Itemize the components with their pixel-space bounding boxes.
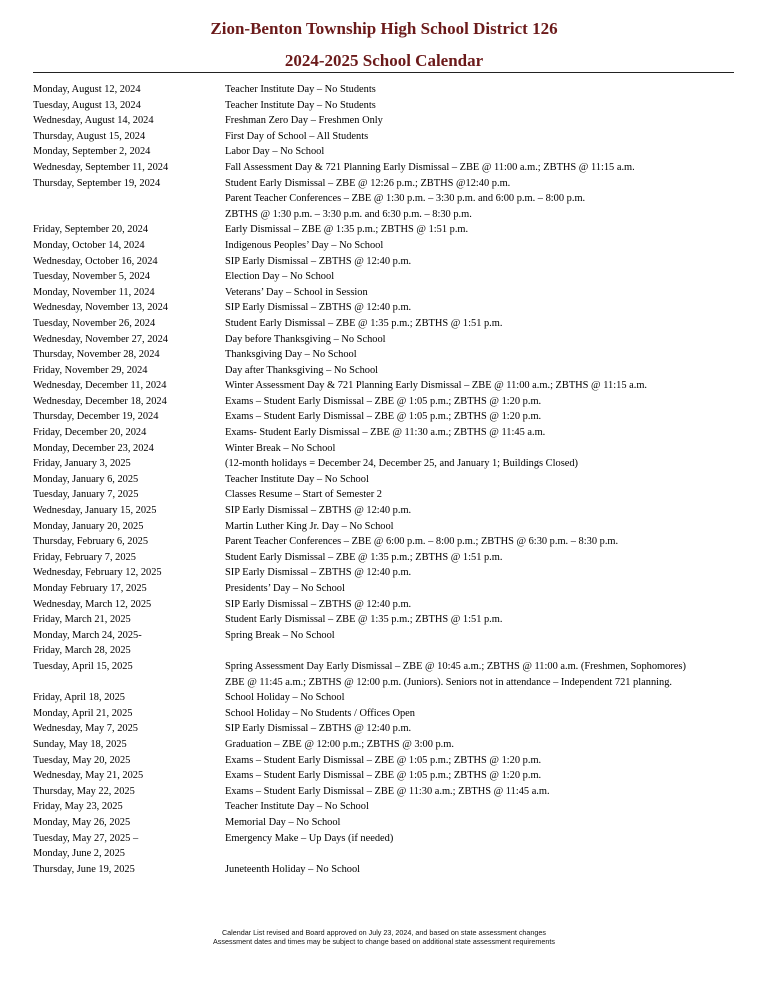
calendar-row <box>0 409 768 425</box>
calendar-row <box>0 425 768 441</box>
event-description: Exams – Student Early Dismissal – ZBE @ 11:30 a.m.; ZBTHS @ 11:45 a.m. <box>225 785 550 797</box>
document-title: Zion-Benton Township High School District 126 <box>210 19 558 38</box>
event-description: SIP Early Dismissal – ZBTHS @ 12:40 p.m. <box>225 567 412 579</box>
calendar-row <box>0 285 768 301</box>
event-description: SIP Early Dismissal – ZBTHS @ 12:40 p.m. <box>225 255 412 267</box>
event-description: Election Day – No School <box>225 271 335 283</box>
event-description: Emergency Make – Up Days (if needed) <box>225 832 394 844</box>
calendar-row <box>0 144 768 160</box>
event-description: SIP Early Dismissal – ZBTHS @ 12:40 p.m. <box>225 505 412 517</box>
event-description: Labor Day – No School <box>225 146 325 158</box>
footer-note-revision: Calendar List revised and Board approved on July 23, 2024, and based on state assessment changes <box>221 928 547 937</box>
event-date: Wednesday, March 12, 2025 <box>33 598 152 610</box>
event-description: Teacher Institute Day – No Students <box>225 99 376 111</box>
event-date: Monday, November 11, 2024 <box>33 286 155 298</box>
event-date: Wednesday, December 18, 2024 <box>33 395 167 407</box>
event-description: Graduation – ZBE @ 12:00 p.m.; ZBTHS @ 3:00 p.m. <box>225 738 454 750</box>
event-date: Thursday, February 6, 2025 <box>33 536 149 548</box>
event-date: Tuesday, August 13, 2024 <box>33 99 141 111</box>
event-description: Presidents’ Day – No School <box>225 583 345 594</box>
event-description: SIP Early Dismissal – ZBTHS @ 12:40 p.m. <box>225 723 412 735</box>
event-description: Student Early Dismissal – ZBE @ 12:26 p.m.; ZBTHS @12:40 p.m. <box>225 177 511 189</box>
event-date: Friday, January 3, 2025 <box>33 458 131 470</box>
event-date: Friday, February 7, 2025 <box>33 551 136 563</box>
event-description: SIP Early Dismissal – ZBTHS @ 12:40 p.m. <box>225 302 412 314</box>
event-date: Monday, June 2, 2025 <box>33 848 125 860</box>
event-date: Friday, November 29, 2024 <box>33 364 148 376</box>
event-description: Exams – Student Early Dismissal – ZBE @ 1:05 p.m.; ZBTHS @ 1:20 p.m. <box>225 411 542 423</box>
event-date: Monday, May 26, 2025 <box>33 816 131 828</box>
event-description: Parent Teacher Conferences – ZBE @ 1:30 p.m. – 3:30 p.m. and 6:00 p.m. – 8:00 p.m. <box>225 193 586 205</box>
event-date: Thursday, August 15, 2024 <box>33 130 146 142</box>
calendar-row <box>0 347 768 363</box>
calendar-row <box>0 456 768 472</box>
event-date: Wednesday, February 12, 2025 <box>33 567 162 579</box>
event-date: Thursday, June 19, 2025 <box>33 863 135 875</box>
calendar-row <box>0 487 768 503</box>
event-description: First Day of School – All Students <box>225 130 369 142</box>
event-date: Sunday, May 18, 2025 <box>33 738 127 750</box>
calendar-row <box>0 176 768 192</box>
event-description: Student Early Dismissal – ZBE @ 1:35 p.m.; ZBTHS @ 1:51 p.m. <box>225 614 503 626</box>
footer-note-disclaimer: Assessment dates and times may be subject to change based on additional state assessment requirements <box>213 937 555 946</box>
calendar-row <box>0 191 768 207</box>
event-description: Day before Thanksgiving – No School <box>225 333 386 345</box>
event-description: (12-month holidays = December 24, December 25, and January 1; Buildings Closed) <box>225 458 579 470</box>
calendar-row <box>0 581 768 597</box>
event-date: Wednesday, May 21, 2025 <box>33 770 144 782</box>
calendar-row <box>0 254 768 270</box>
calendar-row <box>0 534 768 550</box>
calendar-row <box>0 207 768 223</box>
event-date: Friday, March 21, 2025 <box>33 614 131 626</box>
event-description: Thanksgiving Day – No School <box>225 349 357 361</box>
calendar-row <box>0 753 768 769</box>
event-date: Tuesday, April 15, 2025 <box>33 660 133 672</box>
calendar-row <box>0 831 768 847</box>
calendar-row <box>0 862 768 878</box>
event-date: Monday, January 20, 2025 <box>33 520 144 532</box>
event-description: Winter Assessment Day & 721 Planning Early Dismissal – ZBE @ 11:00 a.m.; ZBTHS @ 11:15 a.m. <box>225 380 647 392</box>
calendar-row <box>0 643 768 659</box>
calendar-row <box>0 565 768 581</box>
event-description: Classes Resume – Start of Semester 2 <box>225 489 382 501</box>
calendar-row <box>0 784 768 800</box>
event-date: Monday, March 24, 2025- <box>33 629 142 641</box>
calendar-list <box>0 82 768 877</box>
event-date: Wednesday, May 7, 2025 <box>33 723 138 735</box>
event-date: Wednesday, January 15, 2025 <box>33 505 157 517</box>
calendar-row <box>0 721 768 737</box>
event-date: Monday February 17, 2025 <box>33 583 147 594</box>
event-date: Wednesday, September 11, 2024 <box>33 161 169 173</box>
event-date: Friday, March 28, 2025 <box>33 645 131 657</box>
event-date: Thursday, May 22, 2025 <box>33 785 135 797</box>
calendar-row <box>0 550 768 566</box>
event-description: Freshman Zero Day – Freshmen Only <box>225 115 383 127</box>
event-description: Exams – Student Early Dismissal – ZBE @ 1:05 p.m.; ZBTHS @ 1:20 p.m. <box>225 754 542 766</box>
event-description: Exams – Student Early Dismissal – ZBE @ 1:05 p.m.; ZBTHS @ 1:20 p.m. <box>225 770 542 782</box>
event-description: ZBE @ 11:45 a.m.; ZBTHS @ 12:00 p.m. (Juniors). Seniors not in attendance – Independent 721 planning. <box>225 676 673 688</box>
calendar-row <box>0 129 768 145</box>
event-date: Friday, September 20, 2024 <box>33 224 149 236</box>
event-description: School Holiday – No School <box>225 692 345 704</box>
calendar-row <box>0 378 768 394</box>
event-date: Thursday, November 28, 2024 <box>33 349 160 361</box>
header-divider <box>33 72 734 73</box>
event-date: Tuesday, January 7, 2025 <box>33 489 139 501</box>
calendar-row <box>0 503 768 519</box>
calendar-row <box>0 363 768 379</box>
calendar-row <box>0 332 768 348</box>
calendar-row <box>0 222 768 238</box>
calendar-row <box>0 300 768 316</box>
event-date: Monday, April 21, 2025 <box>33 707 133 719</box>
event-description: Veterans’ Day – School in Session <box>225 286 368 298</box>
event-description: Winter Break – No School <box>225 442 336 454</box>
event-description: Teacher Institute Day – No School <box>225 801 369 813</box>
event-date: Friday, April 18, 2025 <box>33 692 125 704</box>
event-date: Tuesday, May 20, 2025 <box>33 754 131 766</box>
event-description: School Holiday – No Students / Offices Open <box>225 707 415 719</box>
event-date: Tuesday, May 27, 2025 – <box>33 832 139 844</box>
calendar-row <box>0 441 768 457</box>
event-description: Spring Break – No School <box>225 629 335 641</box>
calendar-row <box>0 519 768 535</box>
calendar-row <box>0 612 768 628</box>
event-date: Monday, August 12, 2024 <box>33 84 141 95</box>
calendar-row <box>0 394 768 410</box>
event-date: Tuesday, November 5, 2024 <box>33 271 150 283</box>
event-date: Wednesday, October 16, 2024 <box>33 255 158 267</box>
calendar-row <box>0 799 768 815</box>
event-date: Monday, September 2, 2024 <box>33 146 151 158</box>
event-description: Early Dismissal – ZBE @ 1:35 p.m.; ZBTHS @ 1:51 p.m. <box>225 224 469 236</box>
event-date: Thursday, September 19, 2024 <box>33 177 161 189</box>
calendar-row <box>0 98 768 114</box>
event-date: Friday, May 23, 2025 <box>33 801 123 813</box>
calendar-row <box>0 628 768 644</box>
event-description: Student Early Dismissal – ZBE @ 1:35 p.m.; ZBTHS @ 1:51 p.m. <box>225 551 503 563</box>
event-date: Wednesday, August 14, 2024 <box>33 115 154 127</box>
calendar-row <box>0 846 768 862</box>
event-description: Parent Teacher Conferences – ZBE @ 6:00 p.m. – 8:00 p.m.; ZBTHS @ 6:30 p.m. – 8:30 p.m. <box>225 536 619 548</box>
event-date: Wednesday, November 13, 2024 <box>33 302 168 314</box>
calendar-row <box>0 675 768 691</box>
event-description: Exams – Student Early Dismissal – ZBE @ 1:05 p.m.; ZBTHS @ 1:20 p.m. <box>225 395 542 407</box>
event-date: Monday, October 14, 2024 <box>33 239 145 251</box>
event-description: Memorial Day – No School <box>225 816 341 828</box>
calendar-row <box>0 815 768 831</box>
document-subtitle: 2024-2025 School Calendar <box>284 51 484 70</box>
event-description: Student Early Dismissal – ZBE @ 1:35 p.m.; ZBTHS @ 1:51 p.m. <box>225 317 503 329</box>
event-description: Exams- Student Early Dismissal – ZBE @ 11:30 a.m.; ZBTHS @ 11:45 a.m. <box>225 427 546 439</box>
calendar-row <box>0 269 768 285</box>
calendar-row <box>0 737 768 753</box>
event-description: Teacher Institute Day – No Students <box>225 84 376 95</box>
calendar-row <box>0 316 768 332</box>
calendar-row <box>0 706 768 722</box>
event-description: Day after Thanksgiving – No School <box>225 364 379 376</box>
calendar-row <box>0 82 768 98</box>
event-date: Monday, January 6, 2025 <box>33 473 139 485</box>
event-date: Thursday, December 19, 2024 <box>33 411 159 423</box>
calendar-row <box>0 238 768 254</box>
calendar-row <box>0 113 768 129</box>
calendar-row <box>0 690 768 706</box>
calendar-row <box>0 768 768 784</box>
event-description: Martin Luther King Jr. Day – No School <box>225 520 394 532</box>
calendar-row <box>0 472 768 488</box>
event-description: Juneteenth Holiday – No School <box>225 863 361 875</box>
calendar-row <box>0 597 768 613</box>
event-date: Wednesday, November 27, 2024 <box>33 333 168 345</box>
event-date: Wednesday, December 11, 2024 <box>33 380 167 392</box>
event-description: ZBTHS @ 1:30 p.m. – 3:30 p.m. and 6:30 p.m. – 8:30 p.m. <box>225 208 472 220</box>
event-description: Spring Assessment Day Early Dismissal – ZBE @ 10:45 a.m.; ZBTHS @ 11:00 a.m. (Freshmen, Sophomores) <box>225 660 686 672</box>
event-description: Fall Assessment Day & 721 Planning Early Dismissal – ZBE @ 11:00 a.m.; ZBTHS @ 11:15 a.m. <box>225 161 635 173</box>
event-date: Tuesday, November 26, 2024 <box>33 317 156 329</box>
calendar-row <box>0 659 768 675</box>
event-date: Monday, December 23, 2024 <box>33 442 154 454</box>
event-date: Friday, December 20, 2024 <box>33 427 147 439</box>
calendar-row <box>0 160 768 176</box>
event-description: Teacher Institute Day – No School <box>225 473 369 485</box>
event-description: Indigenous Peoples’ Day – No School <box>225 239 384 251</box>
event-description: SIP Early Dismissal – ZBTHS @ 12:40 p.m. <box>225 598 412 610</box>
